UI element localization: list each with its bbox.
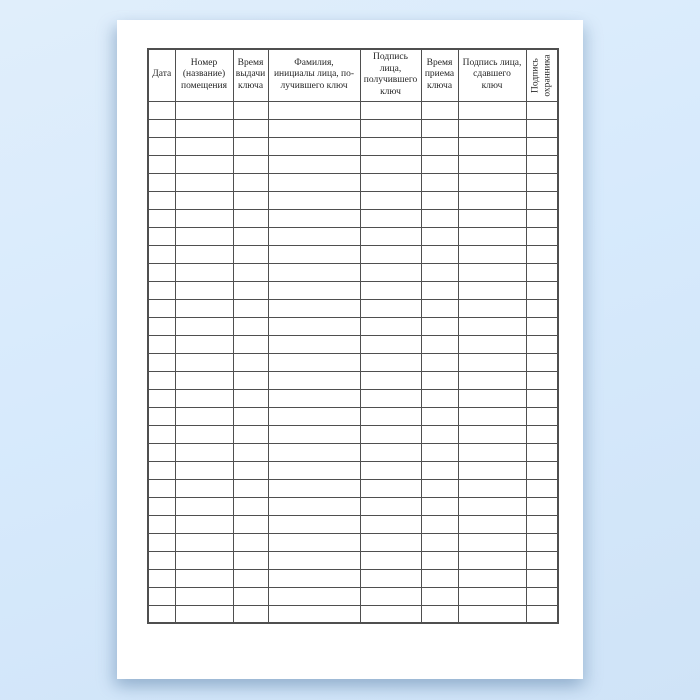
header-line: выдачи [235, 69, 266, 80]
empty-cell-key-receiver-name [268, 533, 360, 551]
empty-cell-key-return-time [421, 281, 458, 299]
table-row [148, 119, 558, 137]
empty-cell-room-number [175, 209, 233, 227]
empty-cell-key-returner-signature [458, 335, 526, 353]
empty-cell-room-number [175, 263, 233, 281]
empty-cell-key-returner-signature [458, 101, 526, 119]
empty-cell-date [148, 191, 175, 209]
empty-cell-room-number [175, 245, 233, 263]
empty-cell-room-number [175, 461, 233, 479]
empty-cell-key-return-time [421, 479, 458, 497]
empty-cell-key-returner-signature [458, 497, 526, 515]
empty-cell-key-return-time [421, 569, 458, 587]
empty-cell-key-issue-time [233, 119, 268, 137]
empty-cell-key-issue-time [233, 173, 268, 191]
empty-cell-guard-signature [526, 353, 558, 371]
empty-cell-key-receiver-signature [360, 515, 421, 533]
empty-cell-key-receiver-signature [360, 497, 421, 515]
empty-cell-key-receiver-name [268, 371, 360, 389]
empty-cell-key-receiver-signature [360, 119, 421, 137]
empty-cell-key-receiver-name [268, 551, 360, 569]
empty-cell-key-receiver-signature [360, 587, 421, 605]
table-row [148, 173, 558, 191]
empty-cell-key-issue-time [233, 479, 268, 497]
empty-cell-room-number [175, 569, 233, 587]
empty-cell-guard-signature [526, 407, 558, 425]
table-row [148, 317, 558, 335]
empty-cell-key-return-time [421, 191, 458, 209]
empty-cell-key-issue-time [233, 353, 268, 371]
empty-cell-date [148, 389, 175, 407]
empty-cell-guard-signature [526, 245, 558, 263]
col-header-key-receiver-signature [360, 49, 421, 101]
empty-cell-guard-signature [526, 515, 558, 533]
empty-cell-key-receiver-name [268, 335, 360, 353]
empty-cell-room-number [175, 227, 233, 245]
table-header [148, 49, 558, 101]
table-row [148, 389, 558, 407]
empty-cell-key-receiver-name [268, 119, 360, 137]
header-line: Номер [190, 57, 218, 68]
table-row [148, 353, 558, 371]
empty-cell-room-number [175, 389, 233, 407]
empty-cell-key-issue-time [233, 335, 268, 353]
empty-cell-key-issue-time [233, 389, 268, 407]
empty-cell-key-receiver-name [268, 245, 360, 263]
empty-cell-date [148, 173, 175, 191]
empty-cell-date [148, 119, 175, 137]
empty-cell-date [148, 461, 175, 479]
empty-cell-key-returner-signature [458, 191, 526, 209]
empty-cell-key-returner-signature [458, 317, 526, 335]
empty-cell-room-number [175, 299, 233, 317]
empty-cell-key-receiver-name [268, 281, 360, 299]
empty-cell-room-number [175, 101, 233, 119]
empty-cell-key-receiver-signature [360, 533, 421, 551]
empty-cell-room-number [175, 497, 233, 515]
empty-cell-key-receiver-name [268, 155, 360, 173]
header-line: сдавшего [473, 69, 511, 80]
empty-cell-key-return-time [421, 551, 458, 569]
empty-cell-key-receiver-name [268, 587, 360, 605]
col-header-key-receiver-name [268, 49, 360, 101]
header-row [148, 49, 558, 101]
empty-cell-key-receiver-name [268, 461, 360, 479]
empty-cell-key-return-time [421, 605, 458, 623]
empty-cell-key-returner-signature [458, 515, 526, 533]
header-line: лучившего ключ [280, 81, 348, 92]
empty-cell-key-receiver-signature [360, 425, 421, 443]
empty-cell-room-number [175, 407, 233, 425]
empty-cell-key-receiver-signature [360, 407, 421, 425]
empty-cell-guard-signature [526, 587, 558, 605]
empty-cell-date [148, 317, 175, 335]
empty-cell-key-issue-time [233, 155, 268, 173]
empty-cell-key-issue-time [233, 137, 268, 155]
empty-cell-key-issue-time [233, 587, 268, 605]
table-row [148, 407, 558, 425]
empty-cell-key-issue-time [233, 245, 268, 263]
empty-cell-key-returner-signature [458, 443, 526, 461]
header-line: помещения [181, 81, 227, 92]
table-body [148, 101, 558, 623]
empty-cell-room-number [175, 137, 233, 155]
empty-cell-date [148, 263, 175, 281]
empty-cell-room-number [175, 281, 233, 299]
empty-cell-key-returner-signature [458, 281, 526, 299]
header-line: Время [237, 57, 264, 68]
empty-cell-key-receiver-signature [360, 155, 421, 173]
empty-cell-key-return-time [421, 335, 458, 353]
header-line: инициалы лица, по- [273, 69, 355, 80]
empty-cell-guard-signature [526, 335, 558, 353]
empty-cell-key-return-time [421, 137, 458, 155]
table-row [148, 281, 558, 299]
empty-cell-date [148, 335, 175, 353]
empty-cell-key-receiver-signature [360, 371, 421, 389]
vertical-label [530, 54, 553, 96]
table-row [148, 605, 558, 623]
empty-cell-key-returner-signature [458, 263, 526, 281]
empty-cell-guard-signature [526, 389, 558, 407]
empty-cell-key-return-time [421, 263, 458, 281]
empty-cell-guard-signature [526, 479, 558, 497]
table-row [148, 479, 558, 497]
empty-cell-key-return-time [421, 407, 458, 425]
empty-cell-guard-signature [526, 371, 558, 389]
empty-cell-key-returner-signature [458, 407, 526, 425]
empty-cell-key-return-time [421, 461, 458, 479]
empty-cell-key-receiver-signature [360, 389, 421, 407]
empty-cell-key-receiver-name [268, 137, 360, 155]
empty-cell-room-number [175, 587, 233, 605]
empty-cell-key-returner-signature [458, 371, 526, 389]
empty-cell-date [148, 407, 175, 425]
empty-cell-key-returner-signature [458, 425, 526, 443]
header-line: Время [426, 57, 453, 68]
header-line: лица, [379, 63, 402, 74]
empty-cell-key-returner-signature [458, 137, 526, 155]
empty-cell-key-issue-time [233, 497, 268, 515]
header-line: Подпись [373, 52, 408, 63]
table-row [148, 101, 558, 119]
empty-cell-guard-signature [526, 569, 558, 587]
empty-cell-guard-signature [526, 497, 558, 515]
header-line: приема [424, 69, 455, 80]
empty-cell-key-returner-signature [458, 587, 526, 605]
empty-cell-key-receiver-name [268, 407, 360, 425]
empty-cell-key-issue-time [233, 533, 268, 551]
empty-cell-date [148, 101, 175, 119]
header-line: ключа [237, 81, 264, 92]
header-line: ключ [380, 86, 401, 97]
empty-cell-key-return-time [421, 371, 458, 389]
empty-cell-key-receiver-name [268, 605, 360, 623]
empty-cell-date [148, 155, 175, 173]
empty-cell-date [148, 551, 175, 569]
empty-cell-room-number [175, 479, 233, 497]
empty-cell-key-receiver-signature [360, 317, 421, 335]
empty-cell-key-receiver-name [268, 515, 360, 533]
col-header-date [148, 49, 175, 101]
empty-cell-key-return-time [421, 173, 458, 191]
empty-cell-room-number [175, 353, 233, 371]
col-header-key-returner-signature [458, 49, 526, 101]
empty-cell-key-receiver-signature [360, 173, 421, 191]
empty-cell-room-number [175, 443, 233, 461]
header-line: ключ [481, 81, 503, 92]
empty-cell-key-return-time [421, 443, 458, 461]
empty-cell-key-receiver-name [268, 389, 360, 407]
empty-cell-room-number [175, 551, 233, 569]
empty-cell-key-issue-time [233, 605, 268, 623]
empty-cell-key-returner-signature [458, 173, 526, 191]
table-row [148, 209, 558, 227]
empty-cell-key-return-time [421, 587, 458, 605]
header-line: Фамилия, [294, 57, 334, 68]
empty-cell-key-receiver-signature [360, 299, 421, 317]
empty-cell-key-receiver-name [268, 479, 360, 497]
table-row [148, 425, 558, 443]
table-row [148, 443, 558, 461]
empty-cell-guard-signature [526, 263, 558, 281]
empty-cell-date [148, 443, 175, 461]
empty-cell-key-receiver-signature [360, 569, 421, 587]
empty-cell-room-number [175, 425, 233, 443]
empty-cell-key-receiver-name [268, 497, 360, 515]
empty-cell-key-receiver-signature [360, 281, 421, 299]
empty-cell-key-receiver-name [268, 353, 360, 371]
empty-cell-key-issue-time [233, 443, 268, 461]
empty-cell-room-number [175, 155, 233, 173]
empty-cell-key-returner-signature [458, 551, 526, 569]
empty-cell-key-receiver-signature [360, 227, 421, 245]
empty-cell-key-issue-time [233, 551, 268, 569]
empty-cell-guard-signature [526, 551, 558, 569]
empty-cell-date [148, 227, 175, 245]
empty-cell-key-receiver-name [268, 443, 360, 461]
empty-cell-guard-signature [526, 461, 558, 479]
empty-cell-key-receiver-name [268, 191, 360, 209]
empty-cell-key-receiver-signature [360, 605, 421, 623]
header-line: ключа [426, 81, 453, 92]
empty-cell-key-issue-time [233, 425, 268, 443]
empty-cell-date [148, 137, 175, 155]
empty-cell-key-receiver-name [268, 317, 360, 335]
header-line: получившего [363, 75, 418, 86]
empty-cell-date [148, 353, 175, 371]
table-row [148, 191, 558, 209]
empty-cell-date [148, 479, 175, 497]
empty-cell-date [148, 569, 175, 587]
header-line: охранника [541, 54, 552, 97]
empty-cell-room-number [175, 515, 233, 533]
empty-cell-key-return-time [421, 227, 458, 245]
empty-cell-key-return-time [421, 515, 458, 533]
empty-cell-key-returner-signature [458, 461, 526, 479]
table-row [148, 137, 558, 155]
empty-cell-date [148, 497, 175, 515]
empty-cell-key-return-time [421, 119, 458, 137]
header-line: (название) [182, 69, 226, 80]
empty-cell-key-returner-signature [458, 569, 526, 587]
empty-cell-key-issue-time [233, 227, 268, 245]
empty-cell-key-receiver-name [268, 209, 360, 227]
empty-cell-key-return-time [421, 389, 458, 407]
empty-cell-guard-signature [526, 317, 558, 335]
empty-cell-room-number [175, 317, 233, 335]
empty-cell-key-issue-time [233, 281, 268, 299]
empty-cell-date [148, 533, 175, 551]
empty-cell-guard-signature [526, 119, 558, 137]
empty-cell-key-receiver-signature [360, 461, 421, 479]
empty-cell-date [148, 245, 175, 263]
empty-cell-key-return-time [421, 533, 458, 551]
empty-cell-date [148, 371, 175, 389]
empty-cell-key-receiver-name [268, 299, 360, 317]
empty-cell-key-receiver-signature [360, 551, 421, 569]
empty-cell-key-returner-signature [458, 155, 526, 173]
empty-cell-room-number [175, 191, 233, 209]
empty-cell-key-returner-signature [458, 245, 526, 263]
header-line: Подпись лица, [462, 57, 522, 68]
document-page [117, 20, 583, 679]
empty-cell-key-issue-time [233, 515, 268, 533]
empty-cell-key-returner-signature [458, 119, 526, 137]
empty-cell-key-returner-signature [458, 299, 526, 317]
empty-cell-guard-signature [526, 209, 558, 227]
empty-cell-guard-signature [526, 533, 558, 551]
empty-cell-key-receiver-name [268, 173, 360, 191]
empty-cell-key-issue-time [233, 263, 268, 281]
empty-cell-key-receiver-signature [360, 209, 421, 227]
table-row [148, 371, 558, 389]
table-row [148, 263, 558, 281]
empty-cell-key-receiver-name [268, 101, 360, 119]
empty-cell-room-number [175, 119, 233, 137]
empty-cell-key-returner-signature [458, 227, 526, 245]
table-row [148, 245, 558, 263]
table-row [148, 587, 558, 605]
table-row [148, 227, 558, 245]
empty-cell-key-issue-time [233, 101, 268, 119]
empty-cell-key-return-time [421, 497, 458, 515]
empty-cell-key-returner-signature [458, 605, 526, 623]
table-row [148, 299, 558, 317]
empty-cell-key-receiver-name [268, 227, 360, 245]
empty-cell-key-receiver-name [268, 425, 360, 443]
col-header-room-number [175, 49, 233, 101]
empty-cell-key-issue-time [233, 407, 268, 425]
empty-cell-key-receiver-signature [360, 353, 421, 371]
empty-cell-guard-signature [526, 605, 558, 623]
empty-cell-date [148, 425, 175, 443]
empty-cell-guard-signature [526, 443, 558, 461]
empty-cell-key-return-time [421, 425, 458, 443]
empty-cell-key-return-time [421, 245, 458, 263]
key-log-table [147, 48, 559, 624]
empty-cell-key-receiver-signature [360, 245, 421, 263]
empty-cell-key-return-time [421, 299, 458, 317]
empty-cell-guard-signature [526, 425, 558, 443]
empty-cell-key-issue-time [233, 371, 268, 389]
table-row [148, 533, 558, 551]
empty-cell-date [148, 515, 175, 533]
empty-cell-guard-signature [526, 137, 558, 155]
empty-cell-date [148, 587, 175, 605]
empty-cell-date [148, 209, 175, 227]
empty-cell-key-returner-signature [458, 533, 526, 551]
empty-cell-guard-signature [526, 173, 558, 191]
table-row [148, 551, 558, 569]
empty-cell-guard-signature [526, 227, 558, 245]
empty-cell-guard-signature [526, 155, 558, 173]
empty-cell-room-number [175, 371, 233, 389]
empty-cell-key-issue-time [233, 317, 268, 335]
empty-cell-room-number [175, 173, 233, 191]
table-row [148, 335, 558, 353]
empty-cell-key-receiver-signature [360, 137, 421, 155]
empty-cell-key-receiver-name [268, 569, 360, 587]
empty-cell-room-number [175, 605, 233, 623]
empty-cell-key-returner-signature [458, 353, 526, 371]
col-header-key-return-time [421, 49, 458, 101]
empty-cell-guard-signature [526, 299, 558, 317]
header-line: Дата [152, 69, 172, 80]
empty-cell-key-receiver-name [268, 263, 360, 281]
empty-cell-key-return-time [421, 155, 458, 173]
empty-cell-key-return-time [421, 101, 458, 119]
empty-cell-room-number [175, 335, 233, 353]
empty-cell-key-receiver-signature [360, 335, 421, 353]
empty-cell-date [148, 605, 175, 623]
col-header-key-issue-time [233, 49, 268, 101]
empty-cell-guard-signature [526, 191, 558, 209]
empty-cell-key-receiver-signature [360, 263, 421, 281]
empty-cell-date [148, 281, 175, 299]
col-header-guard-signature [526, 49, 558, 101]
table-row [148, 497, 558, 515]
empty-cell-key-issue-time [233, 191, 268, 209]
empty-cell-key-receiver-signature [360, 191, 421, 209]
empty-cell-key-returner-signature [458, 209, 526, 227]
empty-cell-guard-signature [526, 101, 558, 119]
empty-cell-key-return-time [421, 353, 458, 371]
header-line: Подпись [530, 57, 541, 93]
empty-cell-date [148, 299, 175, 317]
table-row [148, 515, 558, 533]
empty-cell-key-return-time [421, 317, 458, 335]
empty-cell-key-receiver-signature [360, 101, 421, 119]
empty-cell-key-returner-signature [458, 389, 526, 407]
table-row [148, 155, 558, 173]
empty-cell-key-issue-time [233, 299, 268, 317]
empty-cell-key-return-time [421, 209, 458, 227]
vertical-label-wrapper [527, 50, 558, 101]
empty-cell-key-issue-time [233, 461, 268, 479]
empty-cell-key-receiver-signature [360, 443, 421, 461]
table-row [148, 461, 558, 479]
empty-cell-key-issue-time [233, 569, 268, 587]
empty-cell-guard-signature [526, 281, 558, 299]
empty-cell-key-issue-time [233, 209, 268, 227]
empty-cell-key-receiver-signature [360, 479, 421, 497]
empty-cell-key-returner-signature [458, 479, 526, 497]
empty-cell-room-number [175, 533, 233, 551]
table-row [148, 569, 558, 587]
